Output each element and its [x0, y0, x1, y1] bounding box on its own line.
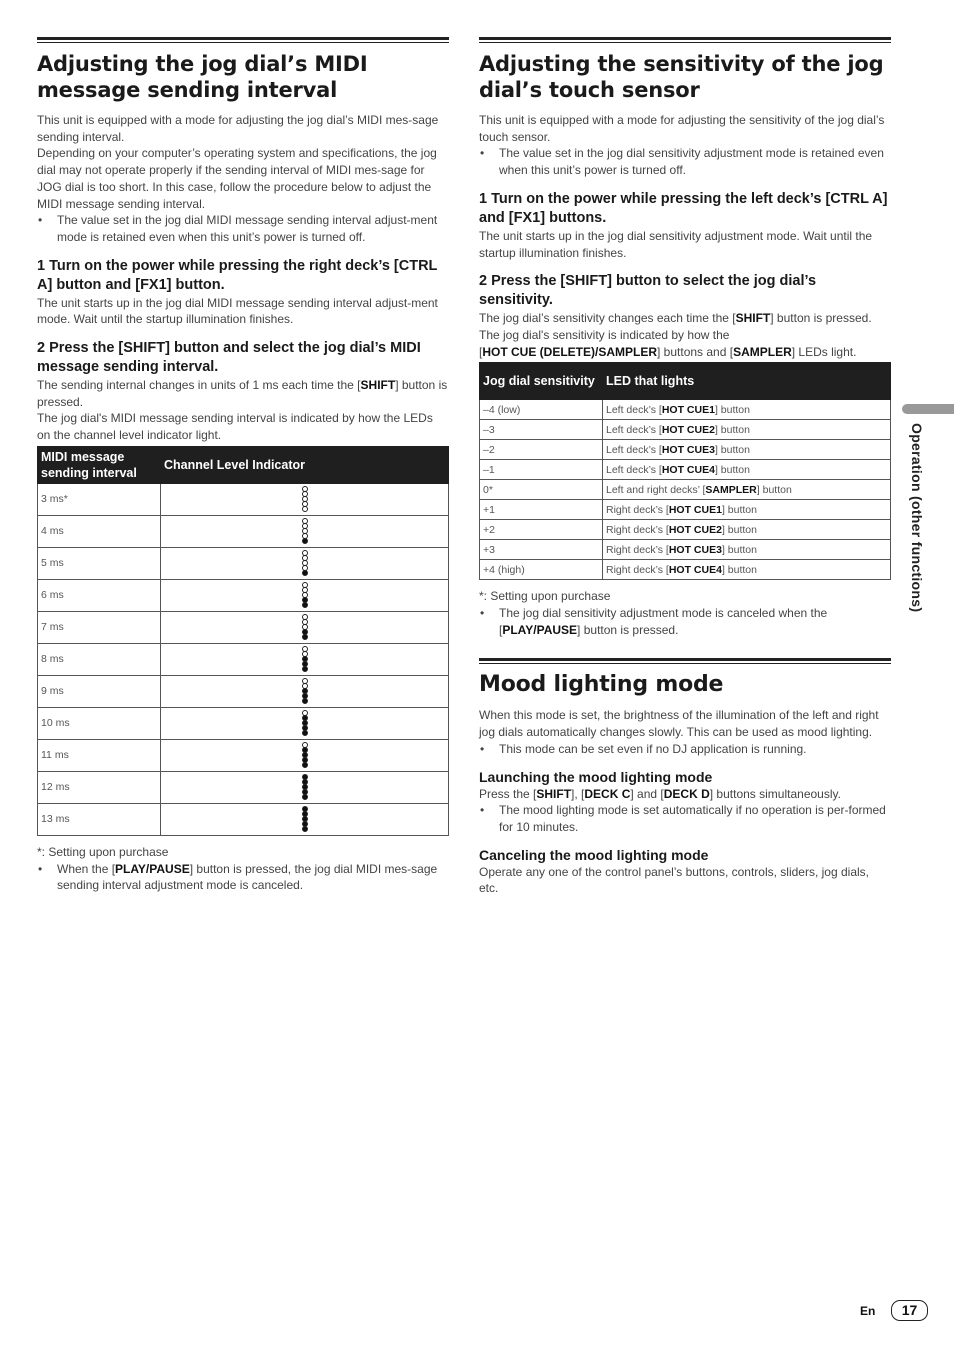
step-1-text: The unit starts up in the jog dial sensitivity adjustment mode. Wait until the startup illumination finishes. — [479, 228, 873, 260]
step-2-text: The jog dial’s sensitivity changes each time the [SHIFT] button is pressed. — [479, 311, 872, 326]
led-description: Left deck’s [HOT CUE1] button — [603, 400, 891, 420]
sensitivity-level: –4 (low) — [480, 400, 603, 420]
bullet-item: • This mode can be set even if no DJ application is running. — [479, 741, 891, 758]
channel-level-indicator — [161, 547, 449, 579]
section-rule — [37, 37, 449, 43]
step-2-text: The sending internal changes in units of 1 ms each time the [SHIFT] button is pressed. — [37, 378, 448, 409]
sensitivity-level: +1 — [480, 500, 603, 520]
table-row — [480, 440, 891, 460]
page-number: 17 — [891, 1300, 928, 1321]
side-tab — [902, 404, 954, 414]
led-dot-icon — [302, 762, 308, 768]
sensitivity-level: +2 — [480, 520, 603, 540]
table-row — [38, 707, 449, 739]
midi-interval-table — [37, 446, 449, 836]
sensitivity-level: –3 — [480, 420, 603, 440]
channel-level-indicator — [161, 803, 449, 835]
mood-intro: When this mode is set, the brightness of the illumination of the left and right jog dials automatically changes slowly. This can be used as mood lighting. — [479, 708, 879, 740]
intro-paragraph: Depending on your computer’s operating system and specifications, the jog dial may not operate properly if the sending interval of MIDI mes-sage for JOG dial is too short. In this case, follow the procedure below to adjust the MIDI message sending interval. — [37, 146, 437, 211]
table-row — [38, 643, 449, 675]
led-dot-icon — [302, 602, 308, 608]
table-header: Jog dial sensitivity — [480, 363, 603, 400]
led-description: Right deck’s [HOT CUE4] button — [603, 560, 891, 580]
led-column-icon — [302, 583, 308, 608]
bullet-list — [479, 802, 891, 835]
section-rule — [479, 658, 891, 664]
interval-label: 7 ms — [38, 611, 161, 643]
table-row — [38, 611, 449, 643]
led-description: Right deck’s [HOT CUE3] button — [603, 540, 891, 560]
channel-level-indicator — [161, 739, 449, 771]
table-row — [480, 480, 891, 500]
bullet-item: • When the [PLAY/PAUSE] button is pressed, the jog dial MIDI mes-sage sending interval adjustment mode is canceled. — [37, 861, 449, 894]
step-2-heading: 2 Press the [SHIFT] button to select the jog dial’s sensitivity. — [479, 273, 817, 309]
table-row — [38, 483, 449, 515]
interval-label: 9 ms — [38, 675, 161, 707]
table-row — [38, 547, 449, 579]
section-title-midi-interval: Adjusting the jog dial’s MIDI message sending interval — [37, 52, 368, 102]
interval-label: 11 ms — [38, 739, 161, 771]
sensitivity-level: +3 — [480, 540, 603, 560]
led-dot-icon — [302, 730, 308, 736]
footnote: *: Setting upon purchase — [37, 844, 169, 859]
interval-label: 10 ms — [38, 707, 161, 739]
bullet-item: • The mood lighting mode is set automatically if no operation is per-formed for 10 minutes. — [479, 802, 891, 835]
bullet-list — [479, 605, 891, 638]
table-row — [480, 560, 891, 580]
table-row — [38, 675, 449, 707]
led-description: Left deck’s [HOT CUE2] button — [603, 420, 891, 440]
led-column-icon — [302, 743, 308, 768]
led-dot-icon — [302, 698, 308, 704]
led-dot-icon — [302, 794, 308, 800]
table-row — [480, 420, 891, 440]
led-column-icon — [302, 679, 308, 704]
table-row — [38, 739, 449, 771]
cancel-heading: Canceling the mood lighting mode — [479, 846, 709, 863]
section-rule — [479, 37, 891, 43]
led-column-icon — [302, 487, 308, 512]
bullet-list — [37, 861, 449, 894]
sensitivity-table — [479, 362, 891, 580]
interval-label: 12 ms — [38, 771, 161, 803]
bullet-item: • The value set in the jog dial MIDI message sending interval adjust-ment mode is retained even when this unit’s power is turned off. — [37, 212, 449, 245]
cancel-text: Operate any one of the control panel’s buttons, controls, sliders, jog dials, etc. — [479, 864, 870, 896]
table-row — [480, 540, 891, 560]
bullet-item: • The jog dial sensitivity adjustment mode is canceled when the [PLAY/PAUSE] button is pressed. — [479, 605, 891, 638]
table-row — [480, 520, 891, 540]
led-dot-icon — [302, 634, 308, 640]
led-dot-icon — [302, 666, 308, 672]
channel-level-indicator — [161, 675, 449, 707]
led-description: Left deck’s [HOT CUE3] button — [603, 440, 891, 460]
led-column-icon — [302, 647, 308, 672]
channel-level-indicator — [161, 515, 449, 547]
led-dot-icon — [302, 506, 308, 512]
table-row — [480, 460, 891, 480]
sensitivity-level: +4 (high) — [480, 560, 603, 580]
table-header: Channel Level Indicator — [161, 446, 449, 483]
led-description: Right deck’s [HOT CUE2] button — [603, 520, 891, 540]
channel-level-indicator — [161, 643, 449, 675]
led-column-icon — [302, 807, 308, 832]
led-column-icon — [302, 711, 308, 736]
sensitivity-level: –2 — [480, 440, 603, 460]
step-2-heading: 2 Press the [SHIFT] button and select the jog dial’s MIDI message sending interval. — [37, 340, 421, 376]
sensitivity-level: –1 — [480, 460, 603, 480]
channel-level-indicator — [161, 579, 449, 611]
interval-label: 5 ms — [38, 547, 161, 579]
led-column-icon — [302, 615, 308, 640]
led-column-icon — [302, 775, 308, 800]
led-column-icon — [302, 519, 308, 544]
channel-level-indicator — [161, 611, 449, 643]
table-row — [480, 500, 891, 520]
table-row — [38, 579, 449, 611]
interval-label: 6 ms — [38, 579, 161, 611]
bullet-list — [479, 145, 891, 178]
footnote: *: Setting upon purchase — [479, 589, 611, 604]
launch-heading: Launching the mood lighting mode — [479, 768, 713, 785]
table-header: LED that lights — [603, 363, 891, 400]
table-row — [38, 771, 449, 803]
side-tab-label: Operation (other functions) — [909, 423, 925, 613]
bullet-item: • The value set in the jog dial sensitivity adjustment mode is retained even when this unit’s power is turned off. — [479, 145, 891, 178]
interval-label: 13 ms — [38, 803, 161, 835]
interval-label: 3 ms* — [38, 483, 161, 515]
table-row — [38, 803, 449, 835]
led-column-icon — [302, 551, 308, 576]
step-1-heading: 1 Turn on the power while pressing the right deck’s [CTRL A] button and [FX1] button. — [37, 257, 438, 293]
interval-label: 4 ms — [38, 515, 161, 547]
table-row — [480, 400, 891, 420]
launch-text: Press the [SHIFT], [DECK C] and [DECK D] buttons simultaneously. — [479, 786, 841, 801]
step-1-heading: 1 Turn on the power while pressing the left deck’s [CTRL A] and [FX1] buttons. — [479, 190, 888, 226]
right-column — [479, 37, 891, 897]
led-description: Right deck’s [HOT CUE1] button — [603, 500, 891, 520]
table-row — [38, 515, 449, 547]
section-title-mood-lighting: Mood lighting mode — [479, 672, 724, 698]
led-dot-icon — [302, 538, 308, 544]
led-description: Left deck’s [HOT CUE4] button — [603, 460, 891, 480]
sensitivity-level: 0* — [480, 480, 603, 500]
step-2-text-3: [HOT CUE (DELETE)/SAMPLER] buttons and [SAMPLER] LEDs light. — [479, 344, 857, 359]
table-header: MIDI message sending interval — [38, 446, 161, 483]
bullet-list — [479, 741, 891, 758]
step-1-text: The unit starts up in the jog dial MIDI message sending interval adjust-ment mode. Wait until the startup illumination finishes. — [37, 295, 438, 327]
interval-label: 8 ms — [38, 643, 161, 675]
intro-paragraph: This unit is equipped with a mode for adjusting the jog dial’s MIDI mes-sage sending interval. — [37, 113, 439, 144]
section-title-jog-sensitivity: Adjusting the sensitivity of the jog dial’s touch sensor — [479, 52, 884, 102]
step-2-text-2: The jog dial's sensitivity is indicated by how the — [479, 327, 730, 342]
led-dot-icon — [302, 570, 308, 576]
intro-paragraph: This unit is equipped with a mode for adjusting the sensitivity of the jog dial’s touch sensor. — [479, 113, 885, 144]
channel-level-indicator — [161, 771, 449, 803]
led-dot-icon — [302, 826, 308, 832]
channel-level-indicator — [161, 707, 449, 739]
left-column — [37, 37, 449, 894]
bullet-list — [37, 212, 449, 245]
led-description: Left and right decks’ [SAMPLER] button — [603, 480, 891, 500]
channel-level-indicator — [161, 483, 449, 515]
language-label: En — [860, 1304, 876, 1318]
step-2-text-2: The jog dial's MIDI message sending interval is indicated by how the LEDs on the channel level indicator light. — [37, 411, 433, 443]
